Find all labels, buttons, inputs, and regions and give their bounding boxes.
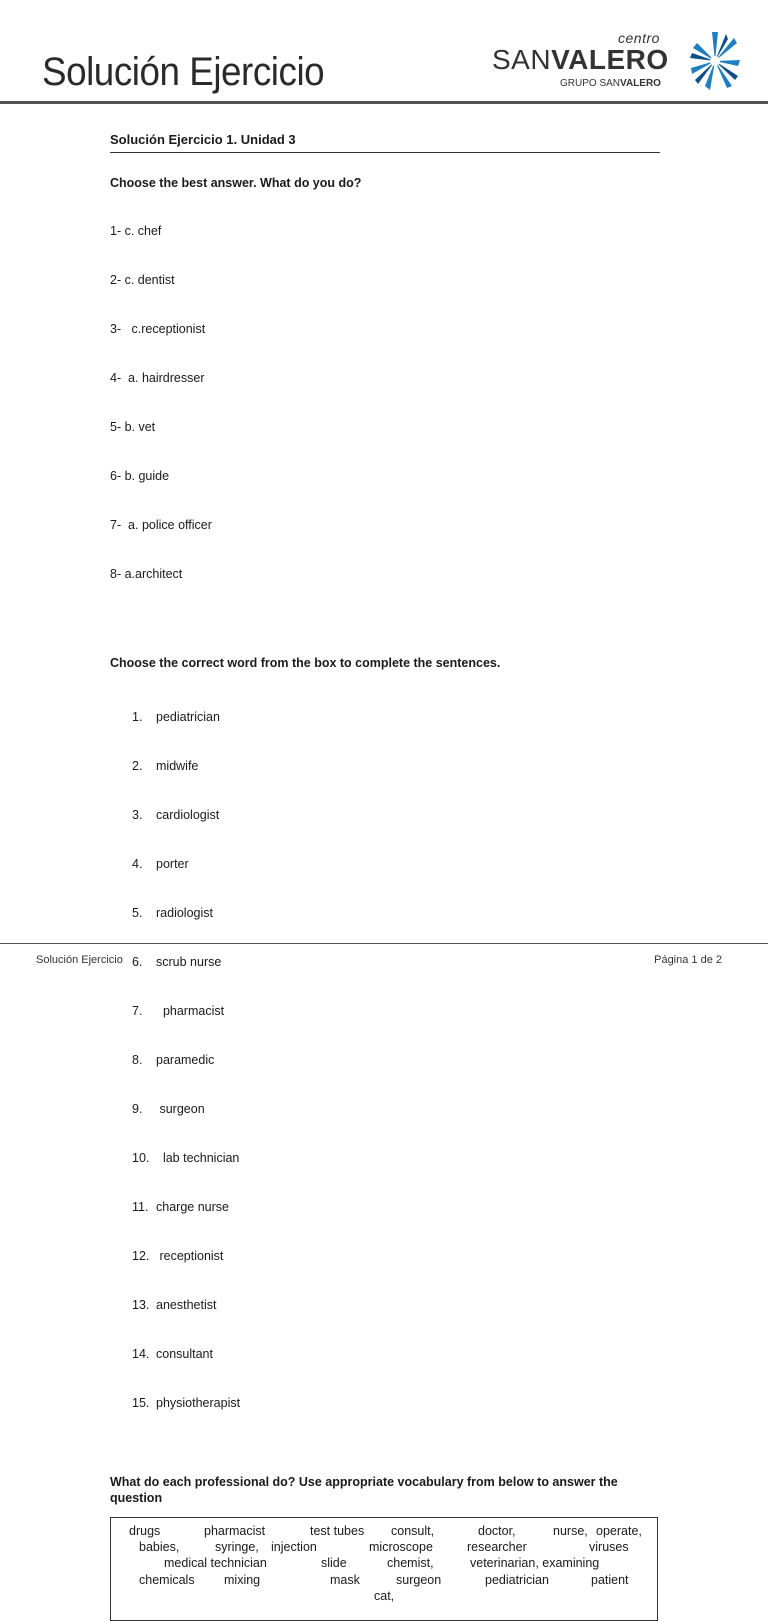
list-item: 8- a.architect bbox=[110, 567, 183, 581]
logo-group-text: GRUPO SANVALERO bbox=[560, 78, 661, 89]
vocab-word: viruses bbox=[589, 1540, 629, 1554]
list-item: 4. porter bbox=[132, 857, 189, 871]
vocab-word: cat, bbox=[374, 1589, 395, 1603]
list-item: 11. charge nurse bbox=[132, 1200, 229, 1214]
page-title: Solución Ejercicio bbox=[42, 50, 325, 94]
vocab-word: injection bbox=[271, 1540, 317, 1554]
list-item: 1. pediatrician bbox=[132, 710, 220, 724]
vocab-word: mask bbox=[330, 1573, 360, 1587]
footer-page-number: Página 1 de 2 bbox=[654, 954, 722, 966]
list-item: 5- b. vet bbox=[110, 420, 156, 434]
vocab-word: researcher bbox=[467, 1540, 527, 1554]
vocab-word: surgeon bbox=[396, 1573, 442, 1587]
star-burst-icon bbox=[690, 30, 740, 92]
list-item: 14. consultant bbox=[132, 1347, 213, 1361]
list-item: 2- c. dentist bbox=[110, 273, 175, 287]
vocab-word: chemicals bbox=[139, 1573, 195, 1587]
vocabulary-box bbox=[110, 1517, 658, 1621]
document-body bbox=[110, 132, 660, 1621]
list-item: 15. physiotherapist bbox=[132, 1396, 241, 1410]
vocab-word: slide bbox=[321, 1556, 347, 1570]
list-item: 3. cardiologist bbox=[132, 808, 220, 822]
question-2-answers bbox=[110, 679, 660, 1442]
list-item: 5. radiologist bbox=[132, 906, 213, 920]
list-item: 6- b. guide bbox=[110, 469, 170, 483]
vocab-word: mixing bbox=[224, 1573, 261, 1587]
vocab-word: babies, bbox=[139, 1540, 180, 1554]
list-item: 7- a. police officer bbox=[110, 518, 212, 532]
section-title: Solución Ejercicio 1. Unidad 3 bbox=[110, 132, 660, 153]
list-item: 10. lab technician bbox=[132, 1151, 240, 1165]
list-item: 1- c. chef bbox=[110, 224, 162, 238]
list-item: 8. paramedic bbox=[132, 1053, 215, 1067]
question-3-title: What do each professional do? Use appropriate vocabulary from below to answer the question bbox=[110, 1475, 618, 1505]
logo-main-text: SANVALERO bbox=[492, 44, 669, 75]
question-1-answers bbox=[110, 193, 660, 613]
vocab-word: microscope bbox=[369, 1540, 433, 1554]
list-item: 13. anesthetist bbox=[132, 1298, 217, 1312]
vocab-word: pharmacist bbox=[204, 1524, 266, 1538]
vocab-word: veterinarian, examining bbox=[470, 1556, 600, 1570]
san-valero-logo bbox=[492, 28, 742, 96]
vocab-word: pediatrician bbox=[485, 1573, 549, 1587]
list-item: 7. pharmacist bbox=[132, 1004, 225, 1018]
vocab-word: medical technician bbox=[164, 1556, 267, 1570]
list-item: 12. receptionist bbox=[132, 1249, 224, 1263]
list-item: 3- c.receptionist bbox=[110, 322, 206, 336]
vocab-word: patient bbox=[591, 1573, 629, 1587]
question-2-title: Choose the correct word from the box to complete the sentences. bbox=[110, 656, 501, 670]
vocab-word: chemist, bbox=[387, 1556, 434, 1570]
vocab-word: doctor, bbox=[478, 1524, 516, 1538]
vocab-word: nurse, bbox=[553, 1524, 588, 1538]
footer-divider bbox=[0, 943, 768, 944]
vocab-word: syringe, bbox=[215, 1540, 259, 1554]
question-1-title: Choose the best answer. What do you do? bbox=[110, 176, 362, 190]
vocab-word: operate, bbox=[596, 1524, 642, 1538]
header-divider bbox=[0, 101, 768, 104]
vocab-word: drugs bbox=[129, 1524, 161, 1538]
list-item: 9. surgeon bbox=[132, 1102, 205, 1116]
list-item: 2. midwife bbox=[132, 759, 199, 773]
list-item: 6. scrub nurse bbox=[132, 955, 222, 969]
vocab-word: test tubes bbox=[310, 1524, 365, 1538]
logo-centro-text: centro bbox=[618, 30, 660, 46]
vocab-word: consult, bbox=[391, 1524, 435, 1538]
footer-doc-title: Solución Ejercicio bbox=[36, 954, 123, 966]
list-item: 4- a. hairdresser bbox=[110, 371, 205, 385]
